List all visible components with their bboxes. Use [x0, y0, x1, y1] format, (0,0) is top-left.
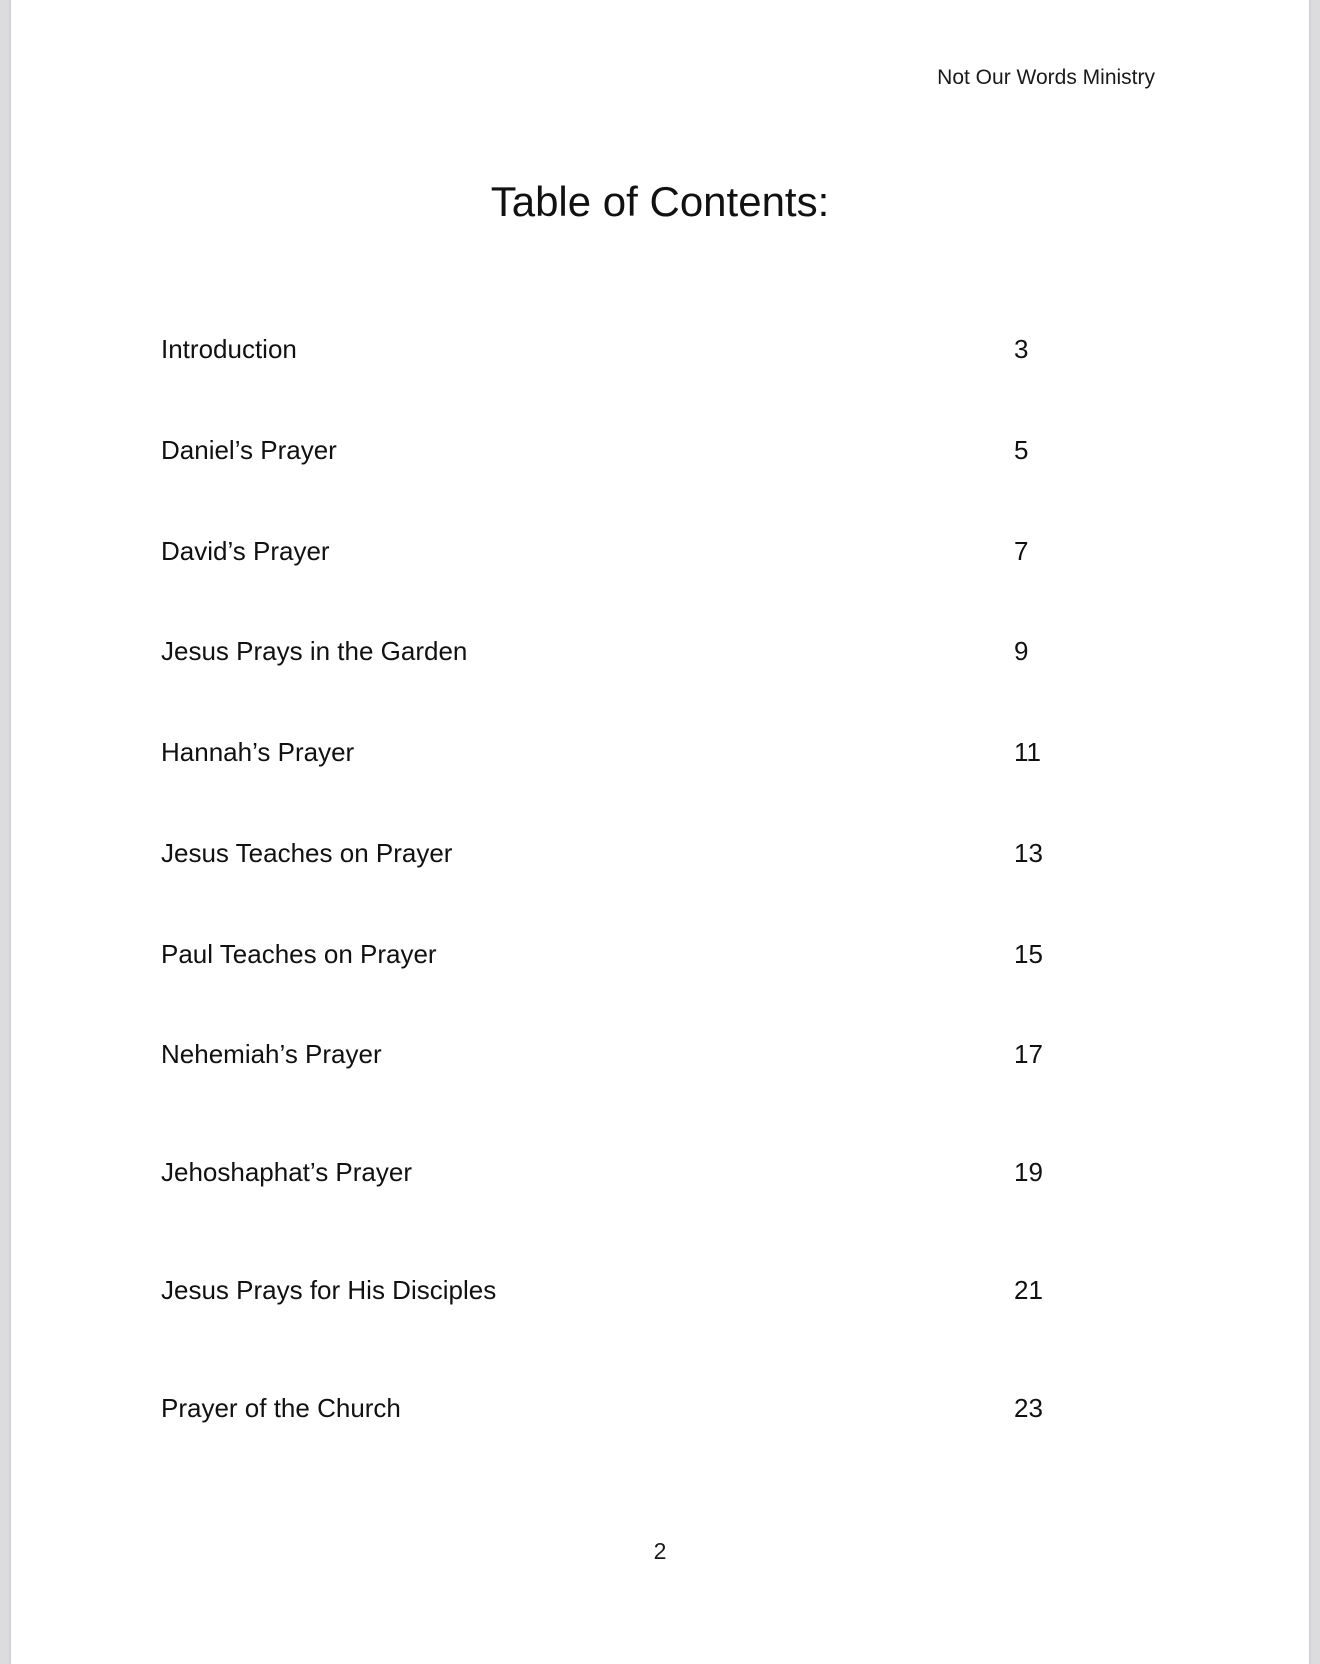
running-header: Not Our Words Ministry: [937, 66, 1155, 89]
toc-entry-daniels-prayer: [161, 430, 1061, 470]
toc-entry-label: Jesus Prays for His Disciples: [161, 1275, 497, 1305]
toc-entry-nehemiahs-prayer: [161, 1034, 1061, 1074]
toc-entry-page-number: 15: [1014, 939, 1043, 969]
toc-entry-jehoshaphats-prayer: [161, 1152, 1061, 1192]
toc-entry-label: Jehoshaphat’s Prayer: [161, 1157, 413, 1187]
toc-entry-page-number: 23: [1014, 1393, 1043, 1423]
toc-entry-page-number: 9: [1014, 636, 1029, 666]
toc-entry-label: Prayer of the Church: [161, 1393, 401, 1423]
toc-entry-label: Paul Teaches on Prayer: [161, 939, 437, 969]
toc-entry-page-number: 19: [1014, 1157, 1043, 1187]
toc-entry-jesus-teaches-on-prayer: [161, 833, 1061, 873]
toc-entry-label: David’s Prayer: [161, 536, 330, 566]
toc-entry-page-number: 11: [1014, 737, 1041, 767]
toc-entry-page-number: 13: [1014, 838, 1043, 868]
toc-entry-paul-teaches-on-prayer: [161, 934, 1061, 974]
toc-entry-label: Nehemiah’s Prayer: [161, 1039, 382, 1069]
toc-entry-page-number: 17: [1014, 1039, 1043, 1069]
toc-entry-jesus-prays-in-the-garden: [161, 631, 1061, 671]
table-of-contents: [161, 0, 1061, 1500]
toc-entry-hannahs-prayer: [161, 732, 1061, 772]
toc-entry-label: Introduction: [161, 334, 297, 364]
toc-entry-label: Jesus Prays in the Garden: [161, 636, 468, 666]
toc-entry-page-number: 5: [1014, 435, 1029, 465]
toc-entry-page-number: 7: [1014, 536, 1029, 566]
toc-entry-prayer-of-the-church: [161, 1388, 1061, 1428]
document-page: [11, 0, 1309, 1664]
toc-entry-davids-prayer: [161, 531, 1061, 571]
toc-entry-label: Daniel’s Prayer: [161, 435, 337, 465]
toc-entry-label: Jesus Teaches on Prayer: [161, 838, 453, 868]
page-number: 2: [653, 1538, 667, 1564]
toc-entry-jesus-prays-for-his-disciples: [161, 1270, 1061, 1310]
toc-entry-label: Hannah’s Prayer: [161, 737, 355, 767]
toc-entry-introduction: [161, 329, 1061, 369]
toc-entry-page-number: 21: [1014, 1275, 1043, 1305]
toc-entry-page-number: 3: [1014, 334, 1029, 364]
page-title: Table of Contents:: [490, 178, 830, 225]
